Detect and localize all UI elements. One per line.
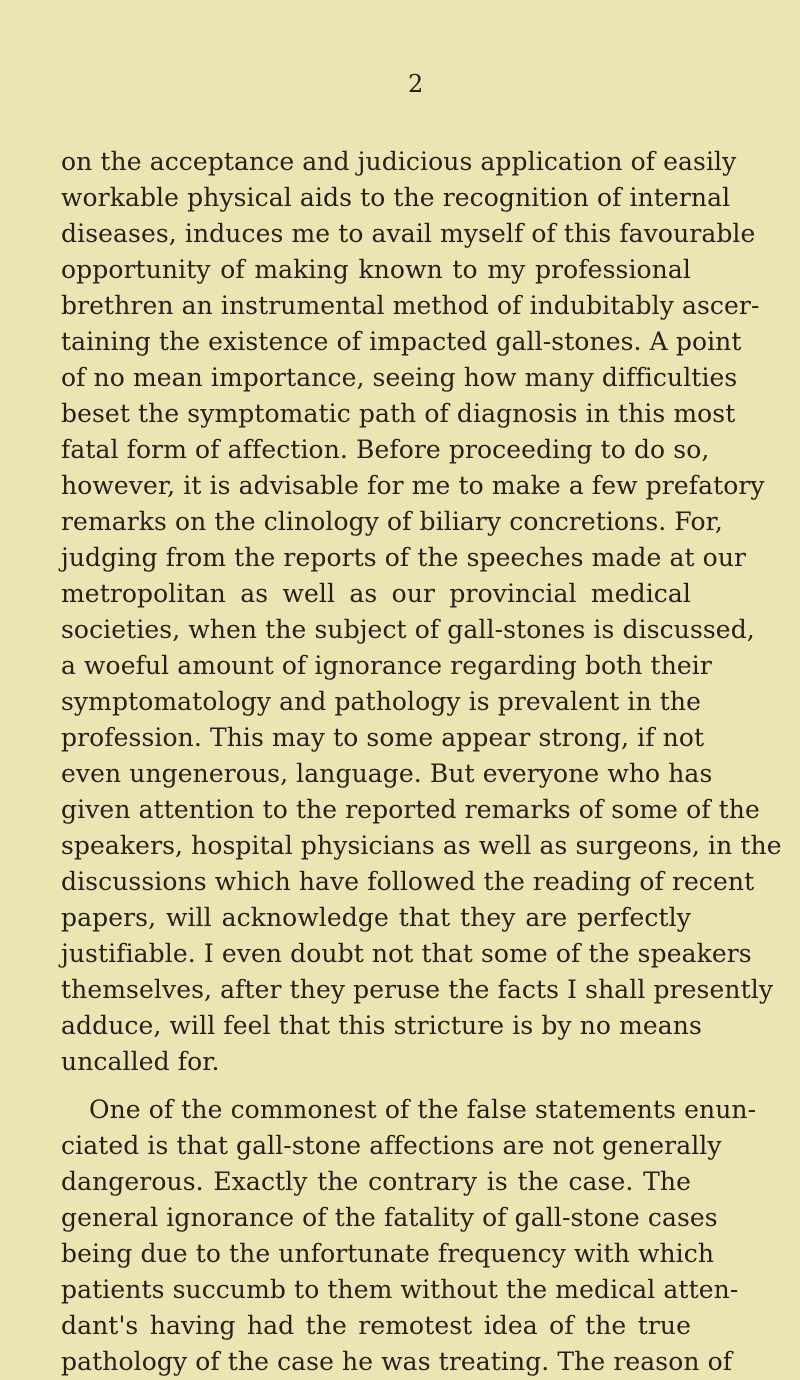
text-line: general ignorance of the fatality of gall-stone cases bbox=[61, 1203, 718, 1232]
text-line: however, it is advisable for me to make a few prefatory bbox=[61, 471, 765, 500]
text-line: on the acceptance and judicious application of easily bbox=[61, 147, 737, 176]
text-line: justifiable. I even doubt not that some of the speakers bbox=[61, 939, 752, 968]
text-line: speakers, hospital physicians as well as surgeons, in the bbox=[61, 831, 782, 860]
paragraph-1 bbox=[61, 144, 782, 1080]
text-line: opportunity of making known to my professional bbox=[61, 255, 691, 284]
text-line: brethren an instrumental method of indubitably ascer- bbox=[61, 291, 760, 320]
text-line: fatal form of affection. Before proceeding to do so, bbox=[61, 435, 710, 464]
text-line: dangerous. Exactly the contrary is the case. The bbox=[61, 1167, 691, 1196]
text-line: dant's having had the remotest idea of the true bbox=[61, 1311, 691, 1340]
text-line: even ungenerous, language. But everyone who has bbox=[61, 759, 713, 788]
text-line: themselves, after they peruse the facts I shall presently bbox=[61, 975, 774, 1004]
body-text bbox=[61, 144, 782, 1380]
paragraph-spacer bbox=[61, 1080, 691, 1092]
text-line: of no mean importance, seeing how many difficulties bbox=[61, 363, 738, 392]
text-line: judging from the reports of the speeches made at our bbox=[61, 543, 747, 572]
text-line: uncalled for. bbox=[61, 1047, 220, 1076]
text-line: discussions which have followed the reading of recent bbox=[61, 867, 755, 896]
text-line: papers, will acknowledge that they are perfectly bbox=[61, 903, 691, 932]
text-line: metropolitan as well as our provincial medical bbox=[61, 579, 691, 608]
paragraph-2 bbox=[61, 1092, 757, 1380]
text-line: taining the existence of impacted gall-stones. A point bbox=[61, 327, 742, 356]
text-line: workable physical aids to the recognition of internal bbox=[61, 183, 731, 212]
text-line: a woeful amount of ignorance regarding both their bbox=[61, 651, 712, 680]
text-line: societies, when the subject of gall-stones is discussed, bbox=[61, 615, 755, 644]
text-line: diseases, induces me to avail myself of this favourable bbox=[61, 219, 756, 248]
text-line: remarks on the clinology of biliary concretions. For, bbox=[61, 507, 723, 536]
text-line: pathology of the case he was treating. The reason of bbox=[61, 1347, 733, 1376]
text-line: ciated is that gall-stone affections are not generally bbox=[61, 1131, 722, 1160]
text-line: given attention to the reported remarks of some of the bbox=[61, 795, 760, 824]
text-line: beset the symptomatic path of diagnosis in this most bbox=[61, 399, 736, 428]
text-line: being due to the unfortunate frequency with which bbox=[61, 1239, 715, 1268]
text-line: profession. This may to some appear strong, if not bbox=[61, 723, 705, 752]
text-line: symptomatology and pathology is prevalent in the bbox=[61, 687, 701, 716]
text-line: One of the commonest of the false statements enun- bbox=[89, 1095, 757, 1124]
text-line: patients succumb to them without the medical atten- bbox=[61, 1275, 739, 1304]
text-line: adduce, will feel that this stricture is by no means bbox=[61, 1011, 702, 1040]
page-number: 2 bbox=[408, 70, 424, 98]
